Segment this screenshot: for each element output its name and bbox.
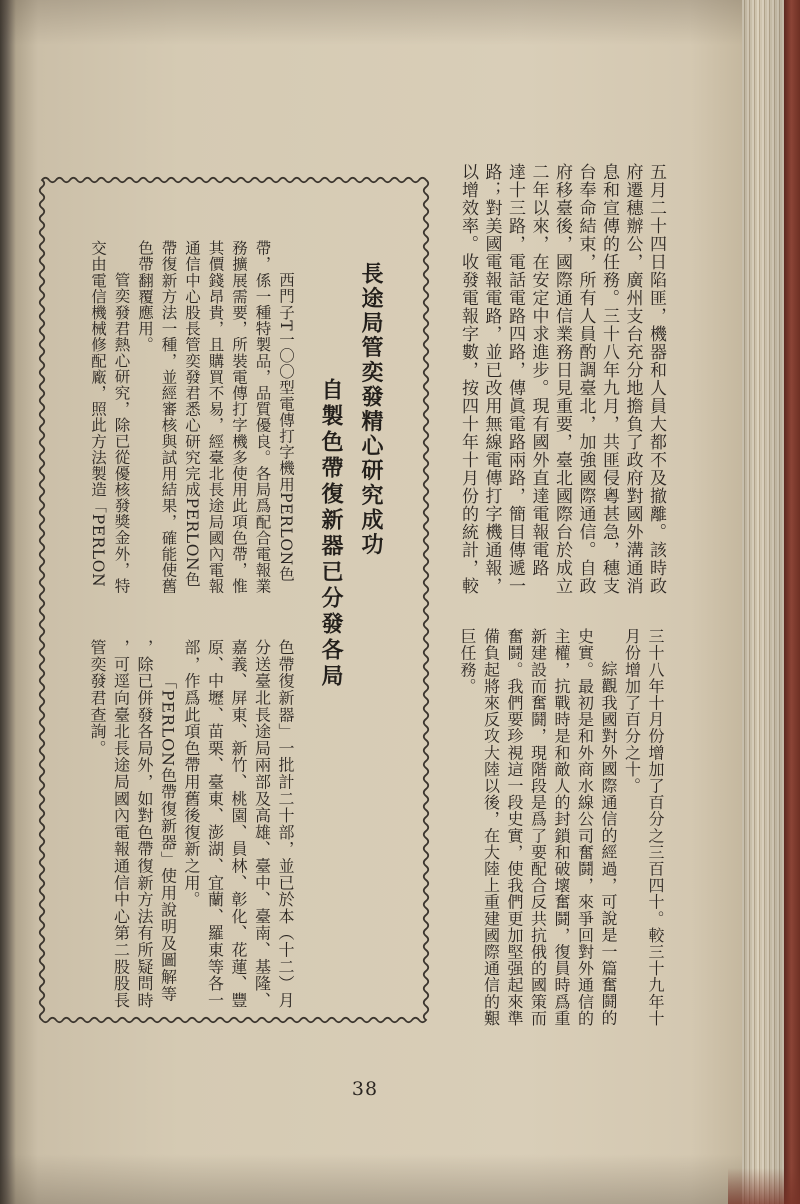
text-column: 巨任務。 xyxy=(458,628,477,695)
book-cover-edge xyxy=(784,0,800,1204)
text-column: 二年以來，在安定中求進步。現有國外直達電報電路 xyxy=(528,163,549,577)
text-column: 備負起將來反攻大陸以後，在大陸上重建國際通信的艱 xyxy=(481,628,501,1027)
text-column: ，除已併發各局外，如對色帶復新方法有所疑問時 xyxy=(135,639,154,1009)
main-article-upper xyxy=(455,163,667,603)
text-column: 主權，抗戰時是和敵人的封鎖和破壞奮鬪，復員時爲重 xyxy=(552,628,571,1027)
text-column: ，可逕向臺北長途局國內電報通信中心第二股股長 xyxy=(111,639,131,1009)
article-title: 長途局管奕發精心研究成功 xyxy=(358,262,383,558)
text-column: 通信中心股長管奕發君悉心研究完成PERLON色 xyxy=(183,240,201,588)
paragraph-start-column: 「PERLON色帶復新器」使用說明及圖解等 xyxy=(158,672,178,1002)
text-column: 部，作爲此項色帶用舊後復新之用。 xyxy=(182,639,201,908)
text-column: 史實。最初是和外商水線公司奮鬪，來爭回對外通信的 xyxy=(575,628,595,1027)
text-column: 息和宣傳的任務。三十八年九月，共匪侵粵甚急，穗支 xyxy=(599,163,619,595)
text-column: 交由電信機械修配廠，照此方法製造「PERLON xyxy=(89,240,107,588)
top-shadow xyxy=(0,0,800,45)
paragraph-start-column: 西門子T一〇〇型電傳打字機用PERLON色 xyxy=(277,272,295,583)
bottom-shadow xyxy=(0,1154,800,1204)
text-column: 管奕發君查詢。 xyxy=(88,639,107,757)
text-column: 帶復新方法一種，並經審核與試用結果，確能使舊 xyxy=(159,240,178,595)
text-column: 台奉命結束，所有人員酌調臺北，加強國際通信。自政 xyxy=(575,163,596,595)
text-column: 奮鬪。我們要珍視這一段史實，使我們更加堅强起來準 xyxy=(505,628,524,1027)
text-column: 色帶復新器」一批計二十部，並已於本（十二）月 xyxy=(276,639,295,1009)
text-column: 原、中壢、苗栗、臺東、澎湖、宜蘭、羅東等各一 xyxy=(205,639,225,1009)
boxed-article-lower xyxy=(85,639,297,1024)
boxed-article-upper xyxy=(85,240,297,610)
text-column: 月份增加了百分之十。 xyxy=(622,628,642,794)
text-column: 達十三路，電話電路四路，傳眞電路兩路，簡目傳遞一 xyxy=(505,163,525,595)
text-column: 新建設而奮鬪，現階段是爲了要配合反共抗俄的國策而 xyxy=(528,628,548,1027)
paragraph-start-column: 綜觀我國對外國際通信的經過，可說是一篇奮鬪的 xyxy=(599,661,618,1027)
text-column: 府遷穗辦公，廣州支台充分地擔負了政府對國外溝通消 xyxy=(622,163,643,595)
text-column: 三十八年十月份增加了百分之三百四十。較三十九年十 xyxy=(646,628,665,1027)
text-column: 務擴展需要，所裝電傳打字機多使用此項色帶，惟 xyxy=(230,240,248,595)
text-column: 分送臺北長途局兩部及高雄、臺中、臺南、基隆、 xyxy=(252,639,272,1009)
paragraph-start-column: 管奕發君熱心研究，除已從優核發獎金外，特 xyxy=(112,272,131,595)
article-subtitle: 自製色帶復新器已分發各局 xyxy=(318,378,343,690)
text-column: 路；對美國電報電路，並已改用無線電傳打字機通報， xyxy=(481,163,502,595)
text-column: 嘉義、屏東、新竹、桃園、員林、彰化、花蓮、豐 xyxy=(229,639,248,1009)
page-number: 38 xyxy=(351,1078,379,1100)
book-cover-corner xyxy=(728,1168,800,1204)
text-column: 帶，係一種特製品，品質優良。各局爲配合電報業 xyxy=(253,240,272,595)
text-column: 以增效率。收發電報字數，按四十年十月份的統計，較 xyxy=(458,163,478,595)
main-article-lower xyxy=(455,628,667,1038)
text-column: 府移臺後，國際通信業務日見重要，臺北國際台於成立 xyxy=(552,163,572,595)
book-page-edges xyxy=(742,0,784,1204)
text-column: 色帶翻覆應用。 xyxy=(136,240,154,353)
text-column: 五月二十四日陷匪，機器和人員大都不及撤離。該時政 xyxy=(646,163,666,595)
text-column: 其價錢昂貴，且購買不易，經臺北長途局國內電報 xyxy=(206,240,225,595)
